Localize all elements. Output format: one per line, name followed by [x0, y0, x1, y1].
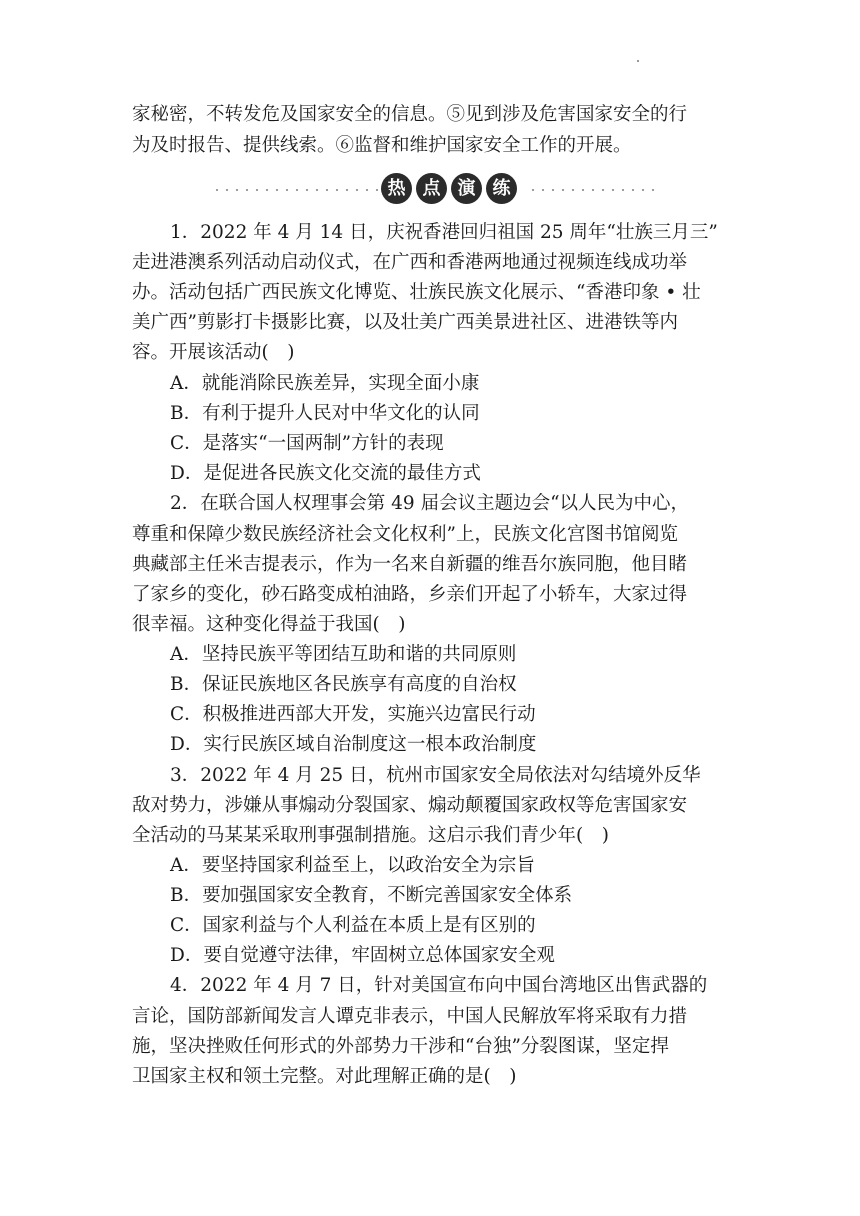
question-1-option-c: C．是落实“一国两制”方针的表现	[170, 433, 444, 454]
question-3-option-a: A．要坚持国家利益至上，以政治安全为宗旨	[170, 855, 535, 876]
question-2-stem: 了家乡的变化，砂石路变成柏油路，乡亲们开起了小轿车，大家过得	[132, 584, 688, 605]
question-2-stem: 很幸福。这种变化得益于我国( )	[132, 614, 406, 635]
section-title-char: 热	[381, 173, 412, 204]
question-2-option-a: A．坚持民族平等团结互助和谐的共同原则	[170, 644, 517, 665]
question-3-stem: 全活动的马某某采取刑事强制措施。这启示我们青少年( )	[132, 825, 609, 846]
question-3-stem: 3．2022 年 4 月 25 日，杭州市国家安全局依法对勾结境外反华	[170, 765, 701, 786]
intro-line-2: 为及时报告、提供线索。⑥监督和维护国家安全工作的开展。	[132, 135, 632, 156]
question-3-option-d: D．要自觉遵守法律，牢固树立总体国家安全观	[170, 945, 555, 966]
question-4-stem: 4．2022 年 4 月 7 日，针对美国宣布向中国台湾地区出售武器的	[170, 975, 708, 996]
question-2-stem: 尊重和保障少数民族经济社会文化权利”上，民族文化宫图书馆阅览	[132, 524, 678, 545]
section-title	[381, 173, 517, 204]
banner-dots-left	[212, 189, 378, 191]
question-3-option-b: B．要加强国家安全教育，不断完善国家安全体系	[170, 885, 573, 906]
question-4-stem: 言论，国防部新闻发言人谭克非表示，中国人民解放军将采取有力措	[132, 1006, 688, 1027]
section-title-char: 点	[416, 173, 447, 204]
question-2-stem: 2．在联合国人权理事会第 49 届会议主题边会“以人民为中心，	[170, 493, 690, 514]
question-1-stem: 容。开展该活动( )	[132, 342, 295, 363]
question-3-option-c: C．国家利益与个人利益在本质上是有区别的	[170, 915, 536, 936]
section-title-char: 练	[486, 173, 517, 204]
question-2-option-d: D．实行民族区域自治制度这一根本政治制度	[170, 734, 537, 755]
question-1-option-b: B．有利于提升人民对中华文化的认同	[170, 403, 480, 424]
question-1-stem: 美广西”剪影打卡摄影比赛，以及壮美广西美景进社区、进港铁等内	[132, 312, 678, 333]
question-2-option-c: C．积极推进西部大开发，实施兴边富民行动	[170, 704, 536, 725]
section-banner	[212, 173, 660, 207]
question-1-stem: 走进港澳系列活动启动仪式，在广西和香港两地通过视频连线成功举	[132, 252, 688, 273]
question-1-option-d: D．是促进各民族文化交流的最佳方式	[170, 463, 481, 484]
question-2-option-b: B．保证民族地区各民族享有高度的自治权	[170, 674, 517, 695]
question-1-stem: 办。活动包括广西民族文化博览、壮族民族文化展示、“香港印象 • 壮	[132, 282, 701, 303]
corner-dot	[637, 60, 639, 62]
question-1-option-a: A．就能消除民族差异，实现全面小康	[170, 373, 480, 394]
intro-line-1: 家秘密，不转发危及国家安全的信息。⑤见到涉及危害国家安全的行	[132, 104, 688, 125]
question-3-stem: 敌对势力，涉嫌从事煽动分裂国家、煽动颠覆国家政权等危害国家安	[132, 795, 688, 816]
question-4-stem: 卫国家主权和领土完整。对此理解正确的是( )	[132, 1066, 517, 1087]
banner-dots-right	[528, 189, 660, 191]
question-1-stem: 1．2022 年 4 月 14 日，庆祝香港回归祖国 25 周年“壮族三月三”	[170, 222, 718, 243]
question-4-stem: 施，坚决挫败任何形式的外部势力干涉和“台独”分裂图谋，坚定捍	[132, 1036, 669, 1057]
section-title-char: 演	[451, 173, 482, 204]
question-2-stem: 典藏部主任米吉提表示，作为一名来自新疆的维吾尔族同胞，他目睹	[132, 554, 688, 575]
